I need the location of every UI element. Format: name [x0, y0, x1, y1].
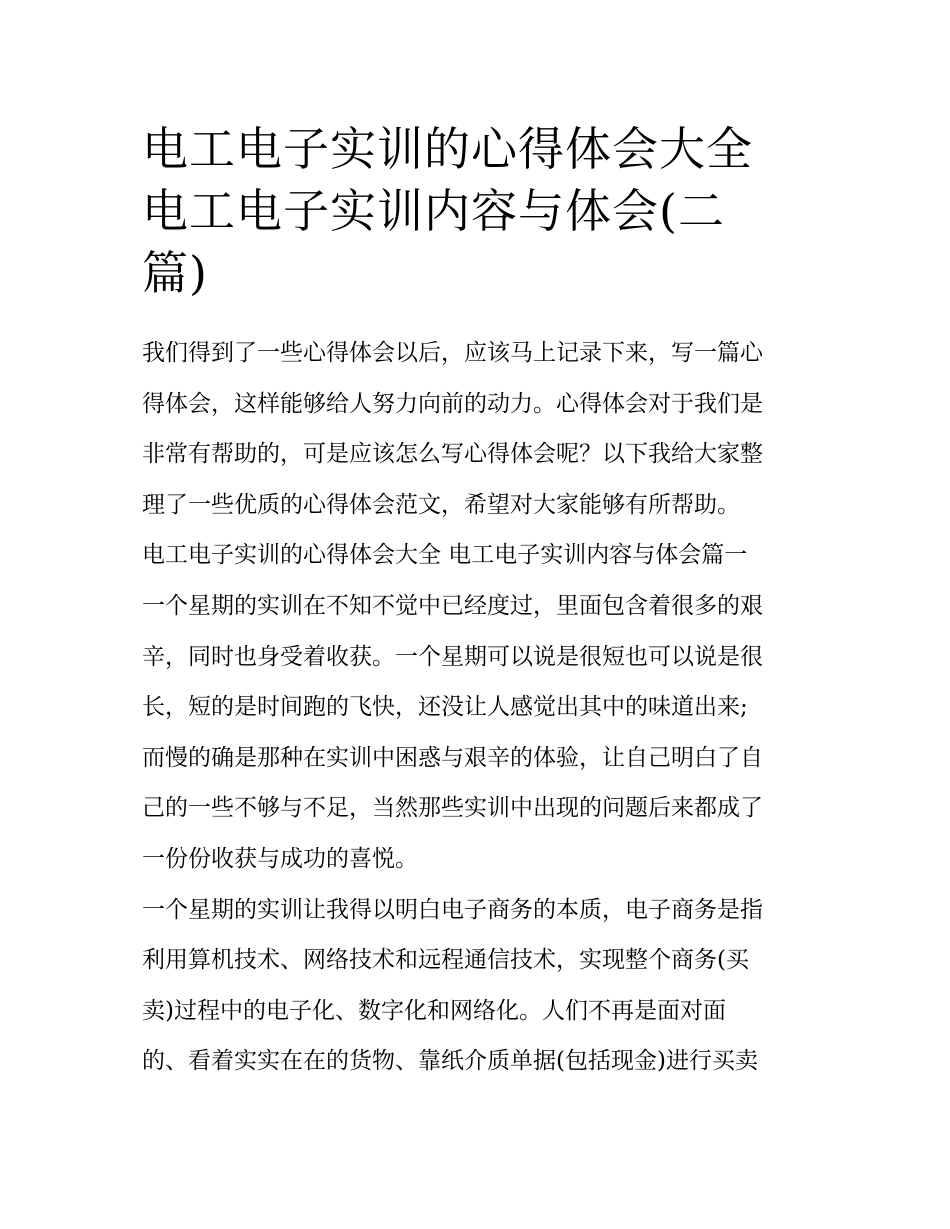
body-line: 一份份收获与成功的喜悦。: [142, 845, 418, 872]
body-line: 的、看着实实在在的货物、靠纸介质单据(包括现金)进行买卖: [142, 1048, 758, 1075]
body-line: 一个星期的实训让我得以明白电子商务的本质，电子商务是指: [142, 896, 763, 923]
title-line: 电工电子实训的心得体会大全: [142, 122, 753, 176]
body-line: 理了一些优质的心得体会范文，希望对大家能够有所帮助。: [142, 491, 740, 518]
body-line: 我们得到了一些心得体会以后，应该马上记录下来，写一篇心: [142, 340, 763, 366]
body-line: 一个星期的实训在不知不觉中已经度过，里面包含着很多的艰: [142, 592, 763, 619]
document-page: [142, 118, 812, 1087]
document-title: [142, 118, 812, 304]
section-heading: 电工电子实训的心得体会大全 电工电子实训内容与体会篇一: [142, 542, 748, 569]
body-line: 己的一些不够与不足，当然那些实训中出现的问题后来都成了: [142, 795, 763, 822]
body-line: 辛，同时也身受着收获。一个星期可以说是很短也可以说是很: [142, 643, 763, 670]
title-line: 电工电子实训内容与体会(二: [142, 184, 725, 238]
body-line: 利用算机技术、网络技术和远程通信技术，实现整个商务(买: [142, 947, 749, 974]
body-line: 而慢的确是那种在实训中困惑与艰辛的体验，让自己明白了自: [142, 744, 763, 771]
document-body: [142, 328, 812, 1087]
title-line: 篇): [142, 246, 208, 300]
body-line: 非常有帮助的，可是应该怎么写心得体会呢？以下我给大家整: [142, 441, 763, 468]
body-line: 长，短的是时间跑的飞快，还没让人感觉出其中的味道出来;: [142, 694, 748, 721]
body-line: 卖)过程中的电子化、数字化和网络化。人们不再是面对面: [142, 997, 726, 1024]
body-line: 得体会，这样能够给人努力向前的动力。心得体会对于我们是: [142, 390, 763, 417]
